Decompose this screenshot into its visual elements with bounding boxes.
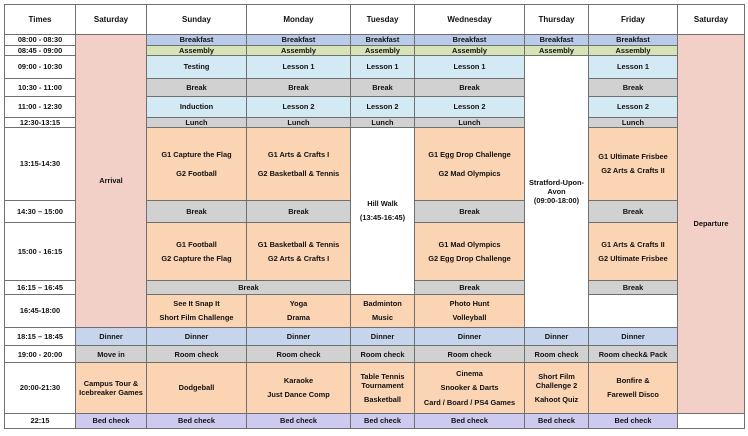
lunch-cell: Lunch	[247, 117, 351, 127]
break-cell: Break	[247, 200, 351, 222]
table-row	[5, 327, 745, 345]
break-cell: Break	[147, 79, 247, 97]
room-check-cell: Room check	[247, 346, 351, 363]
bed-check-cell: Bed check	[247, 413, 351, 428]
activity-line: Photo Hunt	[449, 298, 490, 308]
break-cell: Break	[415, 281, 525, 294]
break-cell: Break	[589, 79, 678, 97]
activity-line: G1 Mad Olympics	[438, 239, 501, 249]
lesson-cell: Lesson 1	[589, 55, 678, 78]
activity-line: Kahoot Quiz	[534, 395, 579, 405]
activity-line: G2 Football	[176, 168, 217, 178]
lunch-cell: Lunch	[589, 117, 678, 127]
activity-line: Farewell Disco	[607, 390, 659, 400]
activity-line: G2 Basketball & Tennis	[257, 168, 340, 178]
activity-cell	[247, 222, 351, 281]
assembly-cell: Assembly	[589, 45, 678, 55]
lesson-cell: Lesson 1	[351, 55, 415, 78]
time-cell: 08:00 - 08:30	[5, 35, 76, 45]
header-row	[5, 5, 745, 35]
table-row	[5, 346, 745, 363]
bed-check-cell: Bed check	[351, 413, 415, 428]
activity-line: Yoga	[289, 298, 308, 308]
activity-line: See It Snap It	[173, 298, 220, 308]
activity-line: G2 Ultimate Frisbee	[598, 254, 668, 264]
activity-cell	[415, 363, 525, 414]
break-cell: Break	[415, 200, 525, 222]
time-cell: 15:00 - 16:15	[5, 222, 76, 281]
time-cell: 22:15	[5, 413, 76, 428]
assembly-cell: Assembly	[415, 45, 525, 55]
activity-line: G1 Ultimate Frisbee	[598, 152, 668, 162]
break-cell: Break	[247, 79, 351, 97]
header-day: Sunday	[147, 5, 247, 35]
departure-cell: Departure	[678, 35, 745, 413]
lesson-cell: Lesson 2	[351, 97, 415, 117]
header-day: Tuesday	[351, 5, 415, 35]
time-cell: 19:00 - 20:00	[5, 346, 76, 363]
room-check-cell: Room check	[525, 346, 589, 363]
header-times: Times	[5, 5, 76, 35]
timetable	[4, 4, 745, 429]
activity-line: G2 Capture the Flag	[161, 254, 232, 264]
header-day: Friday	[589, 5, 678, 35]
room-check-cell: Room check	[351, 346, 415, 363]
lesson-cell: Lesson 2	[415, 97, 525, 117]
time-cell: 13:15-14:30	[5, 127, 76, 200]
activity-line: G2 Egg Drop Challenge	[428, 254, 511, 264]
activity-line: G1 Arts & Crafts I	[267, 149, 330, 159]
activity-line: Table Tennis	[360, 371, 405, 381]
dinner-cell: Dinner	[525, 327, 589, 345]
bed-check-cell: Bed check	[76, 413, 147, 428]
activity-line: Drama	[286, 313, 310, 323]
time-cell: 14:30 – 15:00	[5, 200, 76, 222]
activity-line: G2 Arts & Crafts I	[267, 254, 330, 264]
activity-line: G1 Egg Drop Challenge	[428, 149, 511, 159]
breakfast-cell: Breakfast	[147, 35, 247, 45]
assembly-cell: Assembly	[147, 45, 247, 55]
hill-walk-line: Hill Walk	[367, 198, 398, 208]
breakfast-cell: Breakfast	[351, 35, 415, 45]
bed-check-cell: Bed check	[415, 413, 525, 428]
time-cell: 16:15 – 16:45	[5, 281, 76, 294]
break-cell: Break	[351, 79, 415, 97]
header-day: Thursday	[525, 5, 589, 35]
bed-check-cell: Bed check	[525, 413, 589, 428]
activity-line: Snooker & Darts	[440, 383, 499, 393]
activity-line: G1 Football	[176, 239, 217, 249]
activity-line: Just Dance Comp	[267, 390, 330, 400]
room-check-cell: Room check	[147, 346, 247, 363]
activity-line: G2 Mad Olympics	[438, 168, 501, 178]
activity-cell	[147, 127, 247, 200]
break-cell: Break	[415, 79, 525, 97]
activity-line: Cinema	[456, 369, 483, 379]
activity-cell	[589, 363, 678, 414]
activity-line: Karaoke	[283, 376, 314, 386]
activity-line: G1 Arts & Crafts II	[601, 239, 665, 249]
header-day: Saturday	[678, 5, 745, 35]
lunch-cell: Lunch	[415, 117, 525, 127]
header-day: Wednesday	[415, 5, 525, 35]
activity-cell	[525, 363, 589, 414]
assembly-cell: Assembly	[525, 45, 589, 55]
hill-walk-cell	[351, 127, 415, 294]
lunch-cell: Lunch	[147, 117, 247, 127]
bed-check-cell: Bed check	[589, 413, 678, 428]
breakfast-cell: Breakfast	[525, 35, 589, 45]
lesson-cell: Lesson 2	[589, 97, 678, 117]
activity-cell	[351, 363, 415, 414]
dinner-cell: Dinner	[247, 327, 351, 345]
activity-cell	[589, 127, 678, 200]
activity-cell	[247, 294, 351, 327]
activity-line: Campus Tour &	[83, 378, 139, 388]
activity-line: Short Film	[538, 371, 575, 381]
activity-cell	[76, 363, 147, 414]
activity-cell	[351, 294, 415, 327]
activity-cell	[247, 363, 351, 414]
trip-line: Stratford-Upon-	[528, 177, 584, 187]
break-cell: Break	[147, 281, 351, 294]
activity-cell	[147, 294, 247, 327]
empty-cell	[678, 413, 745, 428]
activity-line: Icebreaker Games	[79, 387, 143, 397]
header-day: Monday	[247, 5, 351, 35]
trip-line: (09:00-18:00)	[533, 196, 580, 206]
arrival-cell: Arrival	[76, 35, 147, 328]
room-check-cell: Room check	[415, 346, 525, 363]
time-cell: 09:00 - 10:30	[5, 55, 76, 78]
lesson-cell: Lesson 1	[415, 55, 525, 78]
activity-cell	[415, 127, 525, 200]
table-row	[5, 35, 745, 45]
lesson-cell: Lesson 1	[247, 55, 351, 78]
dinner-cell: Dinner	[415, 327, 525, 345]
activity-line: Short Film Challenge	[159, 313, 234, 323]
activity-line: Card / Board / PS4 Games	[423, 397, 516, 407]
activity-cell	[415, 294, 525, 327]
lunch-cell: Lunch	[351, 117, 415, 127]
header-day: Saturday	[76, 5, 147, 35]
activity-line: G1 Capture the Flag	[161, 149, 232, 159]
time-cell: 10:30 - 11:00	[5, 79, 76, 97]
breakfast-cell: Breakfast	[589, 35, 678, 45]
table-row	[5, 413, 745, 428]
dinner-cell: Dinner	[351, 327, 415, 345]
table-row	[5, 363, 745, 414]
trip-line: Avon	[547, 186, 566, 196]
assembly-cell: Assembly	[351, 45, 415, 55]
activity-line: Bonfire &	[616, 376, 650, 386]
room-check-cell: Room check& Pack	[589, 346, 678, 363]
breakfast-cell: Breakfast	[415, 35, 525, 45]
move-in-cell: Move in	[76, 346, 147, 363]
hill-walk-line: (13:45-16:45)	[359, 213, 406, 223]
activity-line: G1 Basketball & Tennis	[257, 239, 340, 249]
activity-line: Basketball	[364, 395, 401, 405]
activity-line: Challenge 2	[535, 380, 578, 390]
dinner-cell: Dinner	[147, 327, 247, 345]
break-cell: Break	[589, 281, 678, 294]
assembly-cell: Assembly	[247, 45, 351, 55]
activity-line: Volleyball	[452, 313, 487, 323]
time-cell: 12:30-13:15	[5, 117, 76, 127]
activity-cell: Dodgeball	[147, 363, 247, 414]
time-cell: 16:45-18:00	[5, 294, 76, 327]
time-cell: 08:45 - 09:00	[5, 45, 76, 55]
breakfast-cell: Breakfast	[247, 35, 351, 45]
activity-cell	[589, 222, 678, 281]
activity-cell	[147, 222, 247, 281]
dinner-cell: Dinner	[589, 327, 678, 345]
activity-line: Badminton	[363, 298, 402, 308]
activity-line: Music	[372, 313, 393, 323]
induction-cell: Induction	[147, 97, 247, 117]
time-cell: 18:15 – 18:45	[5, 327, 76, 345]
time-cell: 20:00-21:30	[5, 363, 76, 414]
lesson-cell: Lesson 2	[247, 97, 351, 117]
break-cell: Break	[589, 200, 678, 222]
bed-check-cell: Bed check	[147, 413, 247, 428]
trip-cell	[525, 55, 589, 327]
activity-cell	[247, 127, 351, 200]
time-cell: 11:00 - 12:30	[5, 97, 76, 117]
activity-line: Tournament	[361, 380, 404, 390]
activity-line: G2 Arts & Crafts II	[601, 166, 665, 176]
testing-cell: Testing	[147, 55, 247, 78]
dinner-cell: Dinner	[76, 327, 147, 345]
activity-cell	[415, 222, 525, 281]
break-cell: Break	[147, 200, 247, 222]
